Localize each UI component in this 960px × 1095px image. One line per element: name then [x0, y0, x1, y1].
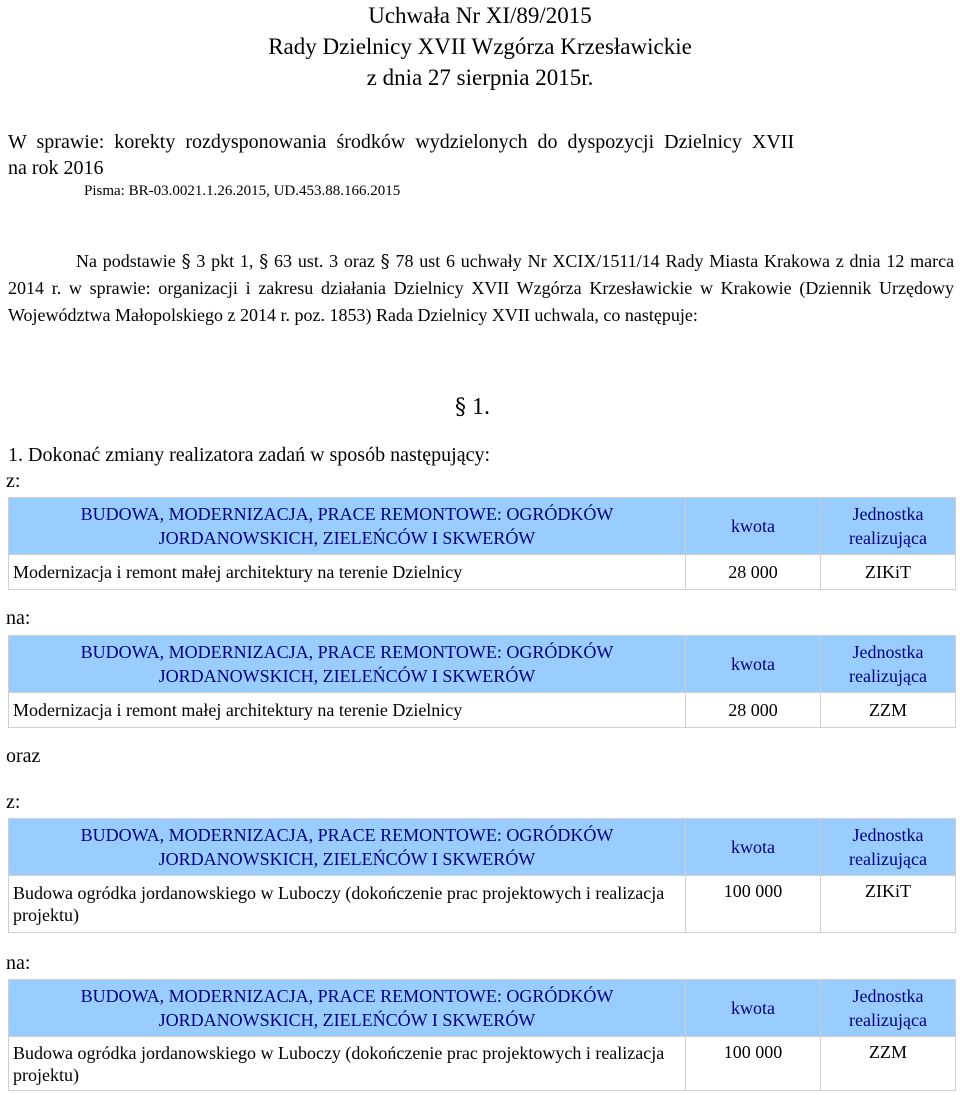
- amount-cell: 100 000: [686, 876, 821, 933]
- unit-cell: ZZM: [821, 1037, 956, 1091]
- unit-cell: ZZM: [821, 693, 956, 728]
- label-from: z:: [6, 470, 21, 492]
- task-cell: Modernizacja i remont małej architektury na terenie Dzielnicy: [9, 693, 686, 728]
- task-cell: Budowa ogródka jordanowskiego w Luboczy (dokończenie prac projektowych i realizacja projektu): [9, 1037, 686, 1091]
- resolution-date: z dnia 27 sierpnia 2015r.: [366, 65, 594, 90]
- table-row: [9, 693, 956, 728]
- header-amount: kwota: [686, 819, 821, 876]
- section-heading: [455, 394, 490, 421]
- task-table-from-2: [8, 818, 956, 933]
- label-and: oraz: [6, 745, 41, 767]
- section-symbol: §: [380, 251, 390, 272]
- subject-line: W sprawie: korekty rozdysponowania środków wydzielonych do dyspozycji Dzielnicy XVII: [8, 131, 795, 153]
- header-amount: kwota: [686, 498, 821, 555]
- resolution-title: Uchwała Nr XI/89/2015: [368, 3, 592, 28]
- point-1: 1. Dokonać zmiany realizatora zadań w sposób następujący:: [8, 444, 491, 466]
- label-to: na:: [6, 952, 31, 974]
- reference-numbers: Pisma: BR-03.0021.1.26.2015, UD.453.88.166.2015: [84, 183, 401, 199]
- unit-cell: ZIKiT: [821, 555, 956, 590]
- section-symbol: §: [181, 251, 191, 272]
- section-symbol: §: [259, 251, 269, 272]
- amount-cell: 100 000: [686, 1037, 821, 1091]
- header-task: BUDOWA, MODERNIZACJA, PRACE REMONTOWE: OGRÓDKÓW JORDANOWSKICH, ZIELEŃCÓW I SKWERÓW: [9, 980, 686, 1037]
- header-amount: kwota: [686, 636, 821, 693]
- task-cell: Budowa ogródka jordanowskiego w Luboczy (dokończenie prac projektowych i realizacja projektu): [9, 876, 686, 933]
- header-unit: Jednostka realizująca: [821, 636, 956, 693]
- basis-part-3: 78 ust 6 uchwały Nr XCIX/1511/14 Rady Miasta Krakowa z dnia 12 marca 2014 r. w sprawie: organizacji i zakresu działania Dzielnicy XVII Wzgórza Krzesławickie w Krakowie (Dziennik Urzędowy Województwa Małopolskiego z 2014 r. poz. 1853) Rada Dzielnicy XVII uchwala, co następuje:: [8, 251, 955, 325]
- table-row: [9, 876, 956, 933]
- table-row: [9, 1037, 956, 1091]
- header-task: BUDOWA, MODERNIZACJA, PRACE REMONTOWE: OGRÓDKÓW JORDANOWSKICH, ZIELEŃCÓW I SKWERÓW: [9, 819, 686, 876]
- basis-part-2: 63 ust. 3 oraz: [274, 251, 375, 271]
- task-table-to-2: [8, 979, 956, 1091]
- section-number: 1.: [472, 394, 490, 420]
- label-to: na:: [6, 607, 31, 629]
- amount-cell: 28 000: [686, 693, 821, 728]
- subject-year: na rok 2016: [8, 157, 104, 179]
- header-task: BUDOWA, MODERNIZACJA, PRACE REMONTOWE: OGRÓDKÓW JORDANOWSKICH, ZIELEŃCÓW I SKWERÓW: [9, 636, 686, 693]
- header-unit: Jednostka realizująca: [821, 819, 956, 876]
- task-cell: Modernizacja i remont małej architektury na terenie Dzielnicy: [9, 555, 686, 590]
- task-table-from-1: [8, 497, 956, 590]
- header-task: BUDOWA, MODERNIZACJA, PRACE REMONTOWE: OGRÓDKÓW JORDANOWSKICH, ZIELEŃCÓW I SKWERÓW: [9, 498, 686, 555]
- basis-intro: Na podstawie: [76, 251, 176, 271]
- table-row: [9, 555, 956, 590]
- legal-basis-paragraph: [8, 248, 954, 329]
- amount-cell: 28 000: [686, 555, 821, 590]
- table-header-row: [9, 819, 956, 876]
- header-unit: Jednostka realizująca: [821, 980, 956, 1037]
- section-symbol: §: [455, 395, 466, 420]
- council-name: Rady Dzielnicy XVII Wzgórza Krzesławickie: [268, 34, 692, 59]
- table-header-row: [9, 980, 956, 1037]
- unit-cell: ZIKiT: [821, 876, 956, 933]
- task-table-to-1: [8, 635, 956, 728]
- basis-part-1: 3 pkt 1,: [196, 251, 254, 271]
- header-unit: Jednostka realizująca: [821, 498, 956, 555]
- table-header-row: [9, 636, 956, 693]
- label-from: z:: [6, 791, 21, 813]
- table-header-row: [9, 498, 956, 555]
- header-amount: kwota: [686, 980, 821, 1037]
